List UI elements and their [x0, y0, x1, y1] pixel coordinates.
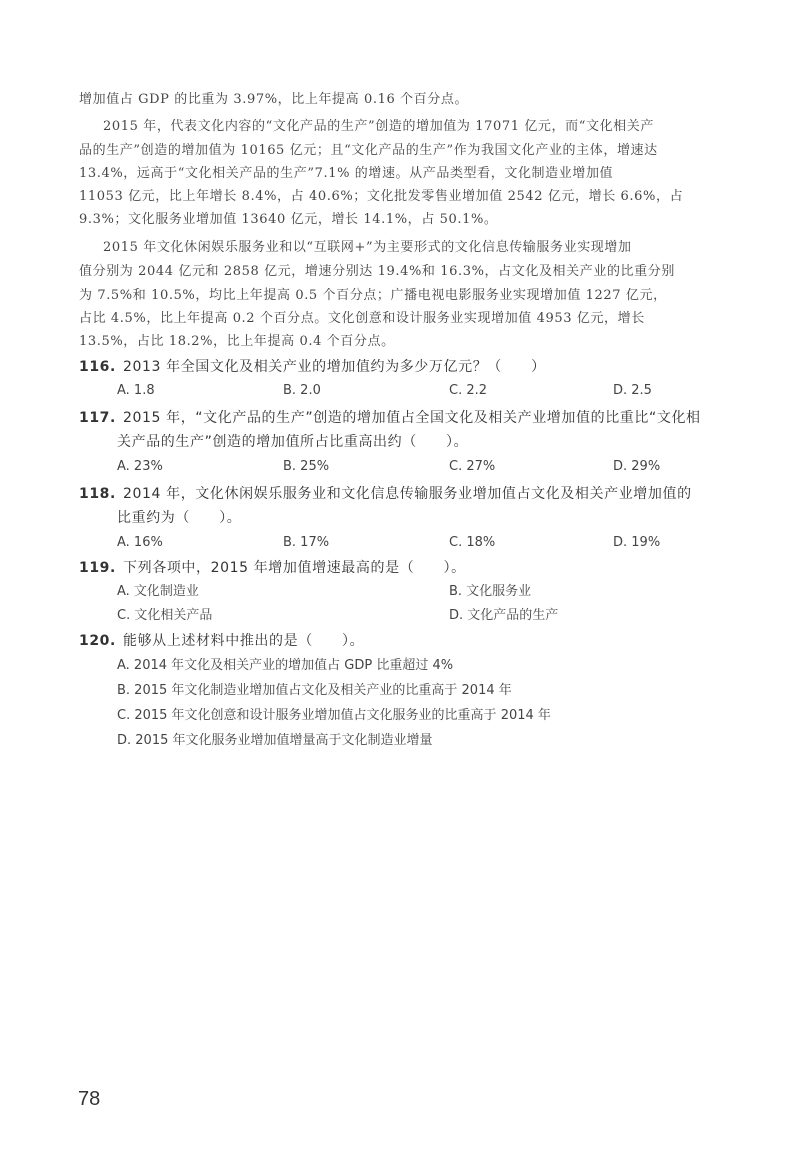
passage-line: 13.5%，占比 18.2%，比上年提高 0.4 个百分点。: [79, 334, 395, 349]
passage-line: 占比 4.5%，比上年提高 0.2 个百分点。文化创意和设计服务业实现增加值 4953 亿元，增长: [79, 311, 645, 326]
option-a[interactable]: A. 16%: [117, 535, 163, 550]
option-d[interactable]: D. 29%: [613, 459, 661, 474]
question-stem: [79, 408, 701, 428]
option-d[interactable]: D. 2015 年文化服务业增加值增量高于文化制造业增量: [117, 733, 433, 748]
question-stem: [79, 484, 692, 504]
passage-line: 2015 年文化休闲娱乐服务业和以“互联网+”为主要形式的文化信息传输服务业实现增加: [103, 240, 632, 255]
option-c[interactable]: C. 文化相关产品: [117, 608, 213, 623]
passage-line: 值分别为 2044 亿元和 2858 亿元，增速分别达 19.4%和 16.3%，占文化及相关产业的比重分别: [79, 264, 675, 279]
question-stem: [79, 357, 546, 377]
option-b[interactable]: B. 文化服务业: [449, 584, 532, 599]
option-c[interactable]: C. 2015 年文化创意和设计服务业增加值占文化服务业的比重高于 2014 年: [117, 708, 551, 723]
option-b[interactable]: B. 25%: [283, 459, 330, 474]
question-text: 下列各项中，2015 年增加值增速最高的是（ ）。: [123, 560, 466, 576]
option-a[interactable]: A. 1.8: [117, 383, 155, 398]
option-b[interactable]: B. 2015 年文化制造业增加值占文化及相关产业的比重高于 2014 年: [117, 683, 512, 698]
question-text-continued: 关产品的生产”创造的增加值所占比重高出约（ ）。: [117, 434, 469, 450]
question-text: 2014 年，文化休闲娱乐服务业和文化信息传输服务业增加值占文化及相关产业增加值的: [123, 486, 692, 502]
option-c[interactable]: C. 2.2: [449, 383, 488, 398]
question-number: 120.: [79, 633, 116, 649]
option-a[interactable]: A. 2014 年文化及相关产业的增加值占 GDP 比重超过 4%: [117, 658, 454, 673]
page-number: 78: [78, 1088, 101, 1110]
option-d[interactable]: D. 19%: [613, 535, 661, 550]
passage-line: 为 7.5%和 10.5%，均比上年提高 0.5 个百分点；广播电视电影服务业实现增加值 1227 亿元，: [79, 288, 667, 303]
question-text: 2013 年全国文化及相关产业的增加值约为多少万亿元？（ ）: [123, 359, 546, 375]
passage-line: 11053 亿元，比上年增长 8.4%，占 40.6%；文化批发零售业增加值 2542 亿元，增长 6.6%，占: [79, 189, 684, 204]
passage-line: 13.4%，远高于“文化相关产品的生产”7.1% 的增速。从产品类型看，文化制造业增加值: [79, 166, 614, 181]
option-b[interactable]: B. 17%: [283, 535, 330, 550]
passage-line: 品的生产”创造的增加值为 10165 亿元；且“文化产品的生产”作为我国文化产业的主体，增速达: [79, 143, 658, 158]
question-number: 117.: [79, 410, 116, 426]
question-text: 能够从上述材料中推出的是（ ）。: [123, 633, 365, 649]
question-stem: [79, 631, 364, 651]
option-c[interactable]: C. 18%: [449, 535, 496, 550]
option-a[interactable]: A. 文化制造业: [117, 584, 199, 599]
question-stem: [79, 558, 466, 578]
option-a[interactable]: A. 23%: [117, 459, 163, 474]
question-number: 119.: [79, 560, 116, 576]
option-b[interactable]: B. 2.0: [283, 383, 321, 398]
question-text-continued: 比重约为（ ）。: [117, 510, 242, 526]
passage-line: 增加值占 GDP 的比重为 3.97%，比上年提高 0.16 个百分点。: [79, 92, 469, 107]
question-number: 118.: [79, 486, 116, 502]
passage-line: 9.3%；文化服务业增加值 13640 亿元，增长 14.1%，占 50.1%。: [79, 212, 498, 227]
option-c[interactable]: C. 27%: [449, 459, 496, 474]
question-text: 2015 年，“文化产品的生产”创造的增加值占全国文化及相关产业增加值的比重比“文化相: [123, 410, 701, 426]
option-d[interactable]: D. 2.5: [613, 383, 652, 398]
passage-line: 2015 年，代表文化内容的“文化产品的生产”创造的增加值为 17071 亿元，而“文化相关产: [103, 119, 654, 134]
option-d[interactable]: D. 文化产品的生产: [449, 608, 559, 623]
question-number: 116.: [79, 359, 116, 375]
